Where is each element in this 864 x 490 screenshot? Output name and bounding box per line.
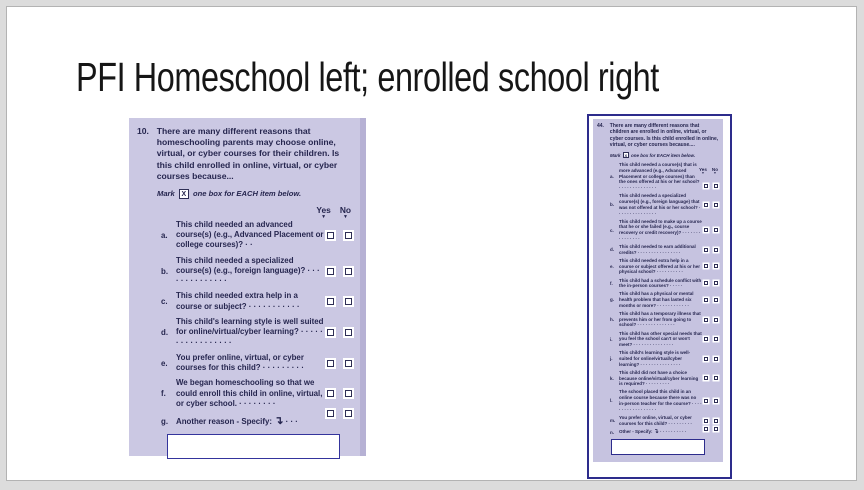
yes-checkbox[interactable] (704, 399, 708, 403)
specify-input[interactable] (611, 439, 705, 455)
mark-x-box: X (624, 153, 628, 159)
item-letter: g. (610, 297, 614, 303)
no-checkbox[interactable] (714, 399, 718, 403)
mark-instruction (157, 189, 356, 199)
form-item-row (610, 193, 720, 216)
item-letter: f. (161, 389, 166, 399)
down-triangle-icon: ▼ (713, 171, 717, 176)
yes-no-header (137, 205, 356, 219)
slide-title: PFI Homeschool left; enrolled school right (76, 54, 659, 100)
item-text: You prefer online, virtual, or cyber courses for this child? · · · · · · · · · (176, 352, 304, 373)
mark-instruction (610, 152, 720, 158)
item-text: This child needed extra help in a course or subject? · · · · · · · · · · · (176, 291, 300, 311)
yes-checkbox[interactable] (704, 281, 708, 285)
corner-arrow-icon: ↴ (653, 428, 659, 435)
no-column-label (712, 167, 718, 175)
yes-checkbox[interactable] (704, 337, 708, 341)
no-checkbox[interactable] (345, 268, 352, 275)
item-letter: g. (161, 416, 169, 426)
no-checkbox[interactable] (345, 232, 352, 239)
form-item-row (610, 291, 720, 308)
yes-checkbox[interactable] (327, 329, 334, 336)
form-item-row (610, 244, 720, 255)
yes-column-label (699, 167, 707, 175)
item-letter: e. (161, 358, 168, 368)
no-checkbox[interactable] (345, 390, 352, 397)
mark-x-box: X (179, 189, 189, 199)
item-letter: i. (610, 336, 613, 342)
enrolled-question-content (593, 119, 723, 462)
item-letter: n. (610, 430, 614, 435)
no-checkbox[interactable] (714, 203, 718, 207)
no-checkbox[interactable] (714, 337, 718, 341)
item-text: You prefer online, virtual, or cyber courses for this child? · · · · · · · · · (619, 414, 692, 426)
item-text: This child needed to earn additional credits? · · · · · · · · · · · · · · · · (619, 244, 696, 255)
yes-label: Yes (698, 167, 707, 173)
question-text: There are many different reasons that children are enrolled in online, virtual, or cyber courses. Is this child enrolled in online, virtual, or cyber courses because.... (609, 123, 719, 149)
specify-dots: · · · · · · · · · · (660, 428, 687, 434)
form-item-row (610, 370, 720, 387)
yes-checkbox[interactable] (704, 318, 708, 322)
item-list (161, 220, 356, 429)
no-checkbox[interactable] (714, 298, 718, 302)
item-letter: l. (610, 398, 613, 404)
presentation-slide (6, 6, 857, 481)
no-checkbox[interactable] (714, 357, 718, 361)
no-checkbox[interactable] (714, 318, 718, 322)
yes-checkbox[interactable] (704, 376, 708, 380)
specify-text: Another reason - Specify: (176, 417, 273, 427)
form-item-row (161, 291, 356, 312)
form-item-row (610, 258, 720, 275)
item-text: This child did not have a choice because online/virtual/cyber learning is required? · · · · · · · · · (619, 369, 699, 387)
form-item-row (610, 331, 720, 348)
question-number: 10. (137, 126, 149, 136)
question-number: 44. (597, 123, 604, 129)
form-item-row (610, 278, 720, 289)
question-header (137, 126, 356, 182)
item-letter: d. (161, 327, 169, 337)
form-item-row (161, 353, 356, 374)
form-item-row (610, 219, 720, 242)
item-text: This child has other special needs that you feel the school can't or won't meet? · · · · · · · · · · · · · · · (619, 330, 702, 348)
item-text: This child had a schedule conflict with the in-person courses? · · · · · (619, 277, 702, 289)
no-label: No (711, 167, 718, 173)
item-letter: c. (610, 227, 614, 233)
yes-column-label (316, 205, 330, 219)
yes-checkbox[interactable] (327, 390, 334, 397)
down-triangle-icon: ▼ (701, 171, 705, 176)
item-letter: h. (610, 317, 614, 323)
specify-text: Other - Specify: (619, 428, 653, 434)
yes-checkbox[interactable] (327, 232, 334, 239)
mark-suffix: one box for EACH item below. (192, 188, 302, 198)
no-checkbox[interactable] (714, 427, 718, 431)
item-letter: b. (610, 202, 614, 208)
no-checkbox[interactable] (714, 281, 718, 285)
yes-checkbox[interactable] (704, 427, 708, 431)
form-item-row (610, 389, 720, 412)
form-item-row (161, 317, 356, 348)
item-letter: b. (161, 266, 169, 276)
item-list (610, 162, 720, 436)
yes-checkbox[interactable] (327, 410, 334, 417)
no-checkbox[interactable] (345, 298, 352, 305)
yes-checkbox[interactable] (704, 203, 708, 207)
no-checkbox[interactable] (714, 264, 718, 268)
corner-arrow-icon: ↴ (274, 415, 284, 428)
form-item-row-specify (610, 429, 720, 437)
no-checkbox[interactable] (714, 376, 718, 380)
question-text: There are many different reasons that homeschooling parents may choose online, virtual, or cyber courses for their children. Is this child enrolled in online, virtual, or cyber courses because... (156, 126, 340, 181)
specify-dots: · · · (285, 417, 298, 427)
item-text (176, 414, 327, 428)
down-triangle-icon: ▼ (321, 213, 327, 220)
no-checkbox[interactable] (714, 184, 718, 188)
item-letter: k. (610, 375, 614, 381)
no-checkbox[interactable] (345, 329, 352, 336)
no-column-label (340, 205, 351, 219)
no-checkbox[interactable] (345, 360, 352, 367)
item-text: This child has a physical or mental health problem that has lasted six months or more? · · · · · · · · · · · · (619, 291, 694, 308)
item-text: The school placed this child in an online course because there was no in-person teacher for the course? · · · · · · · · · · · · · · · · · · (619, 389, 702, 412)
item-text: This child needed an advanced course(s) (e.g., Advanced Placement or college courses)? · · (176, 219, 324, 250)
form-item-row-specify (161, 414, 356, 428)
item-text: This child needed extra help in a course or subject offered at his or her physical school? · · · · · · · · · · (619, 257, 701, 275)
form-item-row (610, 311, 720, 328)
no-checkbox[interactable] (345, 410, 352, 417)
question-header (597, 123, 720, 148)
yes-checkbox[interactable] (327, 298, 334, 305)
mark-prefix: Mark (157, 188, 175, 198)
item-text (619, 429, 704, 437)
item-text: This child needed a course(s) that is more advanced (e.g., Advanced Placement or college courses) than the ones offered at his or her school? · · · · · · · · · · · · · · (619, 162, 700, 191)
no-label: No (339, 204, 351, 215)
item-letter: c. (161, 297, 168, 307)
item-text: This child has a temporary illness that prevents him or her from going to school? · · · · · · · · · · · · · · (619, 311, 701, 328)
yes-checkbox[interactable] (704, 357, 708, 361)
item-text: We began homeschooling so that we could enroll this child in online, virtual, or cyber school. · · · · · · · · (176, 378, 323, 408)
yes-checkbox[interactable] (704, 419, 708, 423)
yes-checkbox[interactable] (704, 298, 708, 302)
form-item-row (161, 378, 356, 409)
yes-checkbox[interactable] (704, 248, 708, 252)
item-letter: d. (610, 247, 614, 253)
item-letter: a. (610, 174, 614, 180)
form-item-row (161, 220, 356, 251)
mark-suffix: one box for EACH item below. (631, 153, 696, 159)
form-item-row (161, 256, 356, 287)
yes-no-header (699, 167, 718, 175)
form-item-row (610, 415, 720, 426)
item-text: This child needed a specialized course(s) (e.g., foreign language)? · · · · · · · · · · · · · · (176, 255, 320, 286)
yes-checkbox[interactable] (704, 228, 708, 232)
item-text: This child needed a specialized course(s) (e.g., foreign language) that was not offered at his or her school? · · · · · · · · · · · · · · · (619, 193, 701, 216)
yes-checkbox[interactable] (704, 264, 708, 268)
item-text: This child needed to make up a course that he or she failed (e.g., course recovery or credit recovery)? · · · · · · · · · · · · · · · (619, 218, 702, 241)
homeschool-question-panel (129, 118, 366, 456)
item-letter: e. (610, 263, 614, 269)
item-letter: f. (610, 280, 613, 286)
item-text: This child's learning style is well-suited for online/virtual/cyber learning? · · · · · · · · · · · · · · · (619, 350, 691, 367)
no-checkbox[interactable] (714, 248, 718, 252)
no-checkbox[interactable] (714, 419, 718, 423)
yes-checkbox[interactable] (327, 268, 334, 275)
item-letter: a. (161, 230, 168, 240)
item-letter: j. (610, 356, 613, 362)
item-text: This child's learning style is well suited for online/virtual/cyber learning? · · · · · · · · · · · · · · · · · (176, 316, 324, 347)
no-checkbox[interactable] (714, 228, 718, 232)
item-letter: m. (610, 418, 616, 423)
down-triangle-icon: ▼ (342, 213, 348, 220)
enrolled-question-panel (587, 114, 732, 479)
form-item-row (610, 350, 720, 367)
mark-prefix: Mark (610, 153, 621, 159)
specify-input[interactable] (167, 434, 340, 459)
yes-label: Yes (316, 204, 331, 215)
yes-checkbox[interactable] (704, 184, 708, 188)
yes-checkbox[interactable] (327, 360, 334, 367)
